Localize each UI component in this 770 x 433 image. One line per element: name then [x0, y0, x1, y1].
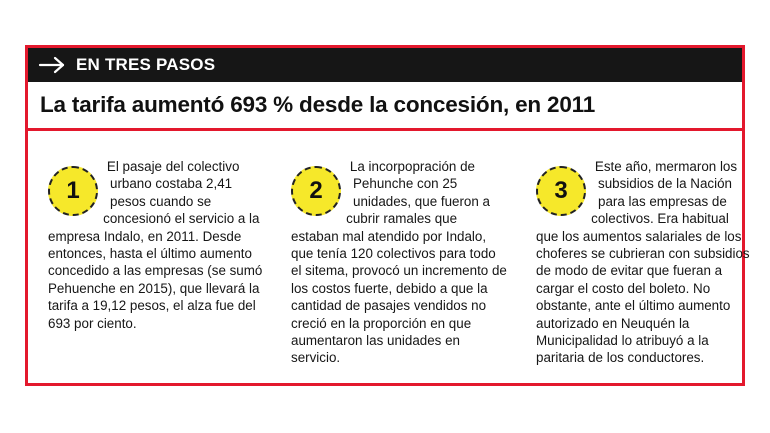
step-2 — [291, 158, 507, 378]
info-box — [25, 45, 750, 386]
step-number-badge — [291, 166, 341, 216]
step-text: El pasaje del colectivo urbano costaba 2,41 pesos cuando se concesionó el servicio a la empresa Indalo, en 2011. Desde entonces, hasta el último aumento concedido a las empresas (se sumó Pehuenche en 2015), que llevará la tarifa a 19,12 pesos, el alza fue del 693 por ciento. — [48, 159, 263, 331]
step-number-badge — [48, 166, 98, 216]
arrow-right-icon — [38, 55, 66, 75]
step-3 — [536, 158, 752, 378]
step-text: Este año, mermaron los subsidios de la Nación para las empresas de colectivos. Era habitual que los aumentos salariales de los choferes se cubrieran con subsidios de modo de evitar que fueran a cargar el costo del boleto. No obstante, ante el último aumento autorizado en Neuquén la Municipalidad lo atribuyó a la paritaria de los conductores. — [536, 159, 750, 366]
step-number: 1 — [66, 177, 80, 204]
headline: La tarifa aumentó 693 % desde la concesión, en 2011 — [40, 92, 596, 117]
headline-zone — [28, 82, 742, 131]
step-number-badge — [536, 166, 586, 216]
step-text: La incorpopración de Pehunche con 25 unidades, que fueron a cubrir ramales que estaban mal atendido por Indalo, que tenía 120 colectivos para todo el sitema, provocó un incremento de los costos fuerte, debido a que la cantidad de pasajes vendidos no creció en la proporción en que aumentaron las unidades en servicio. — [291, 159, 507, 366]
step-1 — [48, 158, 264, 378]
header-bar — [28, 48, 742, 82]
step-number: 3 — [554, 177, 568, 204]
step-number: 2 — [309, 177, 323, 204]
kicker-label: EN TRES PASOS — [76, 55, 216, 74]
